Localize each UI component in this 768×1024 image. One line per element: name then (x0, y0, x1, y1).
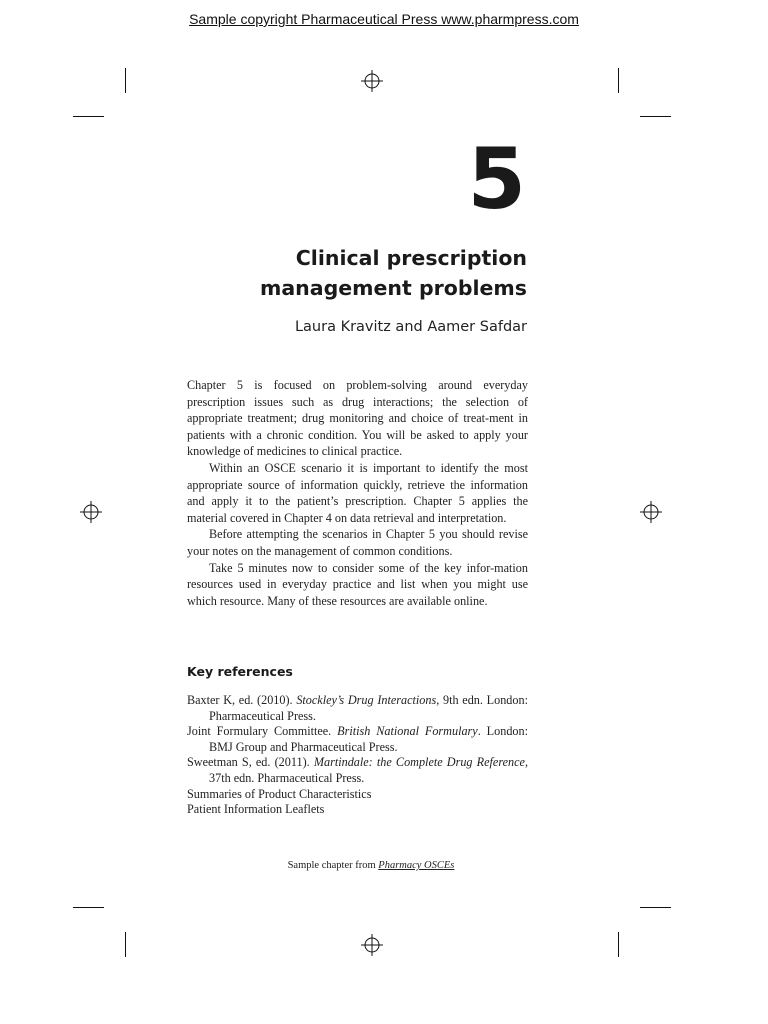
chapter-title-line-1: Clinical prescription (295, 246, 527, 270)
reference-item: Baxter K, ed. (2010). Stockley’s Drug Interactions, 9th edn. London: Pharmaceutical Press. (187, 693, 528, 723)
crop-mark-bottom-right-horizontal (640, 907, 671, 908)
crop-mark-top-left-horizontal (73, 116, 104, 117)
body-paragraph: Chapter 5 is focused on problem-solving around everyday prescription issues such as drug interactions; the selection of appropriate treatment; drug monitoring and choice of treat-ment in patients with a chronic condition. You will be asked to apply your knowledge of medicines to clinical practice. (187, 378, 528, 459)
crop-mark-bottom-right-vertical (618, 932, 619, 957)
registration-mark-icon (80, 501, 102, 523)
body-paragraph: Within an OSCE scenario it is important to identify the most appropriate source of information quickly, retrieve the information and apply it to the patient’s prescription. Chapter 5 applies the material covered in Chapter 4 on data retrieval and interpretation. (187, 460, 528, 525)
crop-mark-top-left-vertical (125, 68, 126, 93)
chapter-authors: Laura Kravitz and Aamer Safdar (294, 319, 527, 335)
footer-prefix: Sample chapter from (287, 860, 379, 871)
registration-mark-icon (361, 70, 383, 92)
key-references-heading: Key references (187, 664, 293, 679)
crop-mark-top-right-vertical (618, 68, 619, 93)
pharmacy-osces-link[interactable]: Pharmacy OSCEs (378, 860, 455, 871)
key-references-list (187, 693, 528, 818)
copyright-link[interactable]: Sample copyright Pharmaceutical Press www.pharmpress.com (189, 11, 579, 27)
reference-item: Sweetman S, ed. (2011). Martindale: the Complete Drug Reference, 37th edn. Pharmaceutical Press. (187, 755, 528, 785)
body-paragraph: Before attempting the scenarios in Chapter 5 you should revise your notes on the management of common conditions. (187, 527, 528, 558)
chapter-intro (187, 377, 528, 609)
chapter-title (167, 243, 527, 303)
chapter-number: 5 (467, 130, 526, 228)
reference-item: Summaries of Product Characteristics (187, 786, 372, 801)
sample-chapter-footer (0, 860, 742, 871)
crop-mark-bottom-left-horizontal (73, 907, 104, 908)
registration-mark-icon (361, 934, 383, 956)
reference-item: Joint Formulary Committee. British National Formulary. London: BMJ Group and Pharmaceutical Press. (187, 724, 528, 754)
crop-mark-top-right-horizontal (640, 116, 671, 117)
body-paragraph: Take 5 minutes now to consider some of the key infor-mation resources used in everyday practice and list when you might use which resource. Many of these resources are available online. (187, 560, 528, 608)
crop-mark-bottom-left-vertical (125, 932, 126, 957)
reference-item: Patient Information Leaflets (187, 802, 325, 817)
registration-mark-icon (640, 501, 662, 523)
chapter-title-line-2: management problems (259, 276, 527, 300)
